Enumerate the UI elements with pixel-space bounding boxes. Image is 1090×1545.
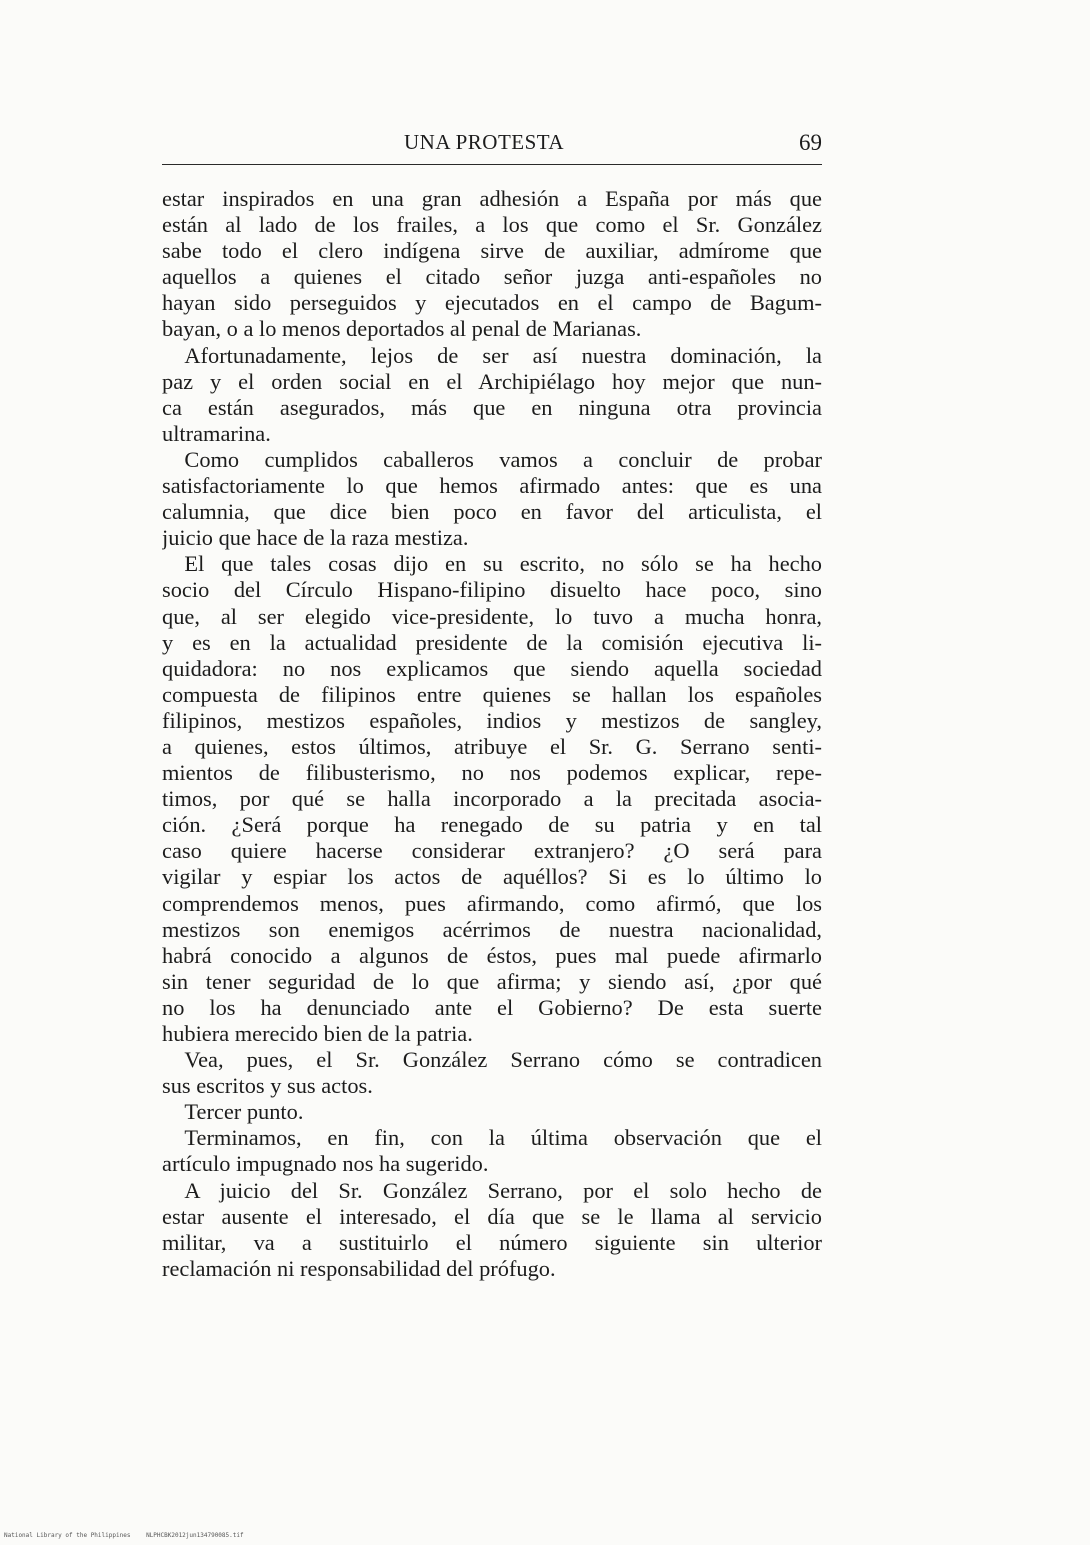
text-line: sin tener seguridad de lo que afirma; y siendo así, ¿por qué [162, 968, 822, 994]
text-line: que, al ser elegido vice-presidente, lo tuvo a mucha honra, [162, 603, 822, 629]
text-line: satisfactoriamente lo que hemos afirmado antes: que es una [162, 473, 822, 499]
running-title: UNA PROTESTA [404, 130, 565, 154]
text-line: habrá conocido a algunos de éstos, pues mal puede afirmarlo [162, 942, 822, 968]
text-line: vigilar y espiar los actos de aquéllos? Si es lo último lo [162, 864, 822, 890]
scan-footer [4, 1532, 256, 1539]
text-line: hubiera merecido bien de la patria. [162, 1021, 473, 1046]
text-line: El que tales cosas dijo en su escrito, no sólo se ha hecho [162, 551, 822, 577]
text-line: y es en la actualidad presidente de la comisión ejecutiva li- [162, 629, 822, 655]
header-rule [162, 164, 822, 165]
text-line: filipinos, mestizos españoles, indios y mestizos de sangley, [162, 707, 822, 733]
text-line: no los ha denunciado ante el Gobierno? De esta suerte [162, 994, 822, 1020]
text-line: compuesta de filipinos entre quienes se hallan los españoles [162, 681, 822, 707]
text-line: a quienes, estos últimos, atribuye el Sr. G. Serrano senti- [162, 733, 822, 759]
text-line: Afortunadamente, lejos de ser así nuestra dominación, la [162, 342, 822, 368]
text-line: estar inspirados en una gran adhesión a España por más que [162, 186, 822, 211]
text-line: Como cumplidos caballeros vamos a concluir de probar [162, 446, 822, 472]
library-credit: National Library of the Philippines [4, 1532, 131, 1539]
text-line: A juicio del Sr. González Serrano, por el solo hecho de [162, 1177, 822, 1203]
text-line: quidadora: no nos explicamos que siendo aquella sociedad [162, 655, 822, 681]
text-line: mestizos son enemigos acérrimos de nuestra nacionalidad, [162, 916, 822, 942]
page-header [162, 130, 822, 166]
text-line: ción. ¿Será porque ha renegado de su patria y en tal [162, 812, 822, 838]
text-line: sus escritos y sus actos. [162, 1073, 373, 1099]
text-line: paz y el orden social en el Archipiélago hoy mejor que nun- [162, 368, 822, 394]
file-id: NLPHCBK2012jun134790085.tif [146, 1532, 244, 1539]
text-line: artículo impugnado nos ha sugerido. [162, 1151, 489, 1177]
text-line: reclamación ni responsabilidad del prófugo. [162, 1255, 556, 1281]
text-line: sabe todo el clero indígena sirve de auxiliar, admírome que [162, 238, 822, 264]
text-line: juicio que hace de la raza mestiza. [162, 525, 469, 551]
text-line: bayan, o a lo menos deportados al penal de Marianas. [162, 316, 642, 342]
body-text [162, 186, 822, 1282]
text-line: ca están asegurados, más que en ninguna otra provincia [162, 394, 822, 420]
text-line: están al lado de los frailes, a los que como el Sr. González [162, 212, 822, 238]
text-line: estar ausente el interesado, el día que se le llama al servicio [162, 1203, 822, 1229]
text-line: timos, por qué se halla incorporado a la precitada asocia- [162, 786, 822, 812]
page-number: 69 [799, 130, 822, 155]
text-line: Terminamos, en fin, con la última observación que el [162, 1125, 822, 1151]
text-line: mientos de filibusterismo, no nos podemos explicar, repe- [162, 760, 822, 786]
text-line: Tercer punto. [162, 1099, 304, 1125]
text-line: aquellos a quienes el citado señor juzga anti-españoles no [162, 264, 822, 290]
text-line: ultramarina. [162, 420, 271, 446]
text-line: socio del Círculo Hispano-filipino disuelto hace poco, sino [162, 577, 822, 603]
text-line: hayan sido perseguidos y ejecutados en el campo de Bagum- [162, 290, 822, 316]
text-line: militar, va a sustituirlo el número siguiente sin ulterior [162, 1229, 822, 1255]
text-line: Vea, pues, el Sr. González Serrano cómo se contradicen [162, 1047, 822, 1073]
text-line: calumnia, que dice bien poco en favor del articulista, el [162, 499, 822, 525]
text-line: caso quiere hacerse considerar extranjero? ¿O será para [162, 838, 822, 864]
text-line: comprendemos menos, pues afirmando, como afirmó, que los [162, 890, 822, 916]
